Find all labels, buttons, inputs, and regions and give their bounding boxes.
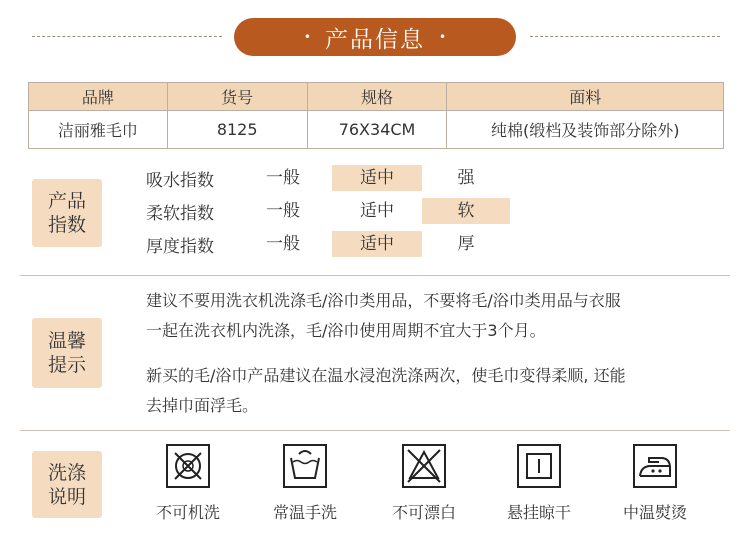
cell-fabric: 纯棉(缎档及装饰部分除外) xyxy=(447,111,724,149)
index-label-line2: 指数 xyxy=(47,214,86,236)
header-spec: 规格 xyxy=(307,83,447,111)
level-low: 一般 xyxy=(266,201,300,221)
level-high: 强 xyxy=(457,168,475,188)
left-dot: • xyxy=(303,30,311,44)
wash-item-medium-iron xyxy=(610,444,700,523)
tip-paragraph-2 xyxy=(146,361,721,421)
tip-line: 建议不要用洗衣机洗涤毛/浴巾类用品，不要将毛/浴巾类用品与衣服 xyxy=(146,291,621,310)
index-name: 柔软指数 xyxy=(146,203,214,224)
wash-caption: 中温熨烫 xyxy=(622,503,687,522)
wash-item-hand-wash xyxy=(260,444,350,523)
table-row xyxy=(29,111,724,149)
cell-item-no: 8125 xyxy=(167,111,307,149)
tip-line: 一起在洗衣机内洗涤，毛/浴巾使用周期不宜大于3个月。 xyxy=(146,321,546,340)
wash-item-line-dry xyxy=(494,444,584,523)
right-dashed-rule xyxy=(530,36,720,37)
tip-line: 去掉巾面浮毛。 xyxy=(146,396,259,415)
tips-section-label xyxy=(32,318,102,388)
wash-item-no-machine-wash xyxy=(143,444,233,523)
section-divider xyxy=(20,275,730,276)
level-low: 一般 xyxy=(266,234,300,254)
level-high: 厚 xyxy=(457,234,475,254)
index-row-absorbency xyxy=(146,165,510,191)
tips-label-line2: 提示 xyxy=(47,354,86,376)
table-header-row xyxy=(29,83,724,111)
wash-label-line1: 洗涤 xyxy=(47,461,86,484)
header-brand: 品牌 xyxy=(29,83,168,111)
wash-section-label xyxy=(32,451,102,518)
level-high-selected: 软 xyxy=(422,198,510,224)
wash-caption: 悬挂晾干 xyxy=(506,503,571,522)
wash-caption: 不可漂白 xyxy=(391,503,456,522)
left-dashed-rule xyxy=(32,36,222,37)
level-low: 一般 xyxy=(266,168,300,188)
level-mid: 适中 xyxy=(360,201,394,221)
section-title-banner xyxy=(234,18,516,56)
wash-label-line2: 说明 xyxy=(47,485,86,508)
medium-iron-icon xyxy=(633,444,677,488)
page-title: 产品信息 xyxy=(325,26,425,53)
header-item-no: 货号 xyxy=(167,83,307,111)
index-row-thickness xyxy=(146,231,510,257)
product-info-table xyxy=(28,82,724,149)
no-bleach-icon xyxy=(402,444,446,488)
hand-wash-icon xyxy=(283,444,327,488)
tip-line: 新买的毛/浴巾产品建议在温水浸泡洗涤两次，使毛巾变得柔顺, 还能 xyxy=(146,366,626,385)
cell-brand: 洁丽雅毛巾 xyxy=(29,111,168,149)
index-label-line1: 产品 xyxy=(47,190,86,212)
wash-caption: 不可机洗 xyxy=(155,503,220,522)
no-machine-wash-icon xyxy=(166,444,210,488)
index-name: 厚度指数 xyxy=(146,236,214,257)
index-row-softness xyxy=(146,198,510,224)
wash-item-no-bleach xyxy=(379,444,469,523)
wash-caption: 常温手洗 xyxy=(272,503,337,522)
line-dry-icon xyxy=(517,444,561,488)
section-divider xyxy=(20,430,730,431)
tips-label-line1: 温馨 xyxy=(47,330,86,352)
index-name: 吸水指数 xyxy=(146,170,214,191)
header-fabric: 面料 xyxy=(447,83,724,111)
cell-spec: 76X34CM xyxy=(307,111,447,149)
right-dot: • xyxy=(439,30,447,44)
level-mid-selected: 适中 xyxy=(332,231,422,257)
level-mid-selected: 适中 xyxy=(332,165,422,191)
tip-paragraph-1 xyxy=(146,286,721,346)
index-section-label xyxy=(32,179,102,247)
